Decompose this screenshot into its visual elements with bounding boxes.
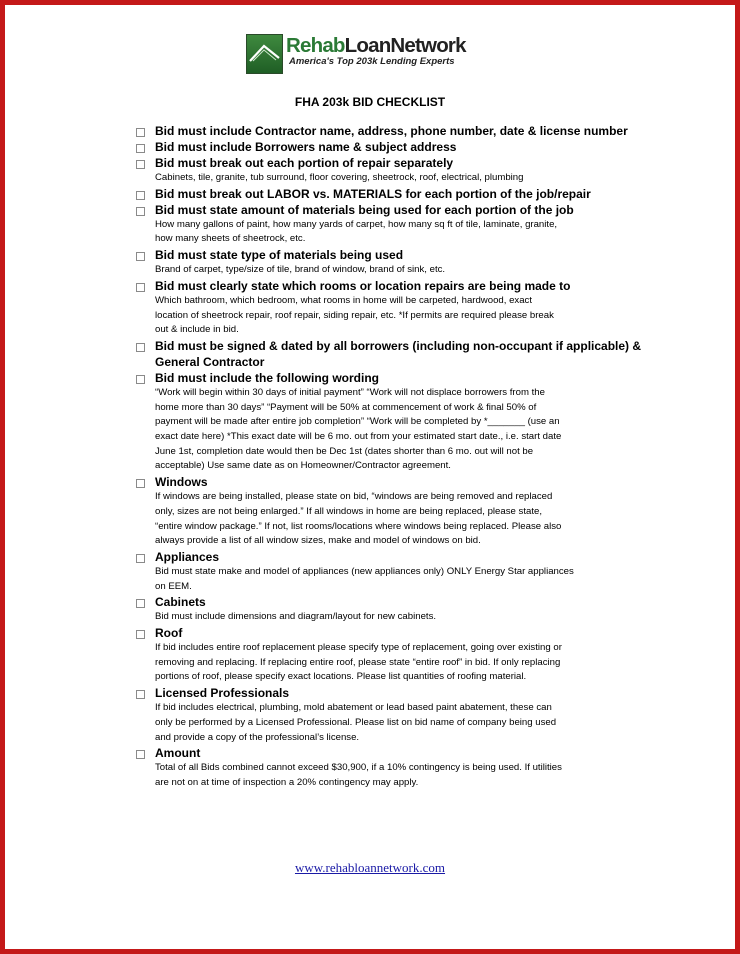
description-line: acceptable) Use same date as on Homeowner/Contractor agreement. — [155, 460, 451, 472]
description-line: portions of roof, please specify exact locations. Please list quantities of roofing material. — [155, 671, 527, 683]
checklist-item-description — [155, 610, 633, 625]
checklist-item-heading — [155, 247, 630, 263]
checkbox-icon[interactable] — [136, 599, 145, 608]
house-roof-icon — [246, 34, 283, 74]
checkbox-icon[interactable] — [136, 479, 145, 488]
heading-line: Bid must break out each portion of repair separately — [155, 156, 454, 170]
checklist-item-description — [155, 761, 633, 790]
heading-line: Bid must state type of materials being used — [155, 248, 404, 263]
checkbox-icon[interactable] — [136, 690, 145, 699]
heading-line: Cabinets — [155, 595, 206, 610]
description-line: “entire window package.” If not, list rooms/locations where windows being replaced. Please also — [155, 520, 562, 532]
checklist-item-description — [155, 171, 633, 186]
checklist-item — [5, 594, 735, 625]
checkbox-icon[interactable] — [136, 207, 145, 216]
heading-line: Roof — [155, 626, 183, 641]
checklist-item-heading — [155, 685, 630, 701]
heading-line: Licensed Professionals — [155, 686, 290, 701]
checkbox-icon[interactable] — [136, 144, 145, 153]
logo-wordmark: RehabLoanNetwork — [286, 34, 466, 57]
heading-line: General Contractor — [155, 354, 265, 369]
heading-line: Appliances — [155, 549, 220, 564]
description-line: Total of all Bids combined cannot exceed $30,900, if a 10% contingency is being used. If utilities — [155, 762, 562, 774]
checklist-item-heading — [155, 338, 642, 370]
checklist-item-description — [155, 386, 633, 474]
checkbox-icon[interactable] — [136, 191, 145, 200]
checklist-item — [5, 549, 735, 594]
footer-link[interactable]: www.rehabloannetwork.com — [294, 860, 446, 875]
checklist-item — [5, 338, 735, 370]
checklist-item — [5, 685, 735, 745]
checklist-item-heading — [155, 123, 630, 139]
heading-line: Windows — [155, 475, 208, 490]
checklist-item — [5, 155, 735, 186]
description-line: Which bathroom, which bedroom, what rooms in home will be carpeted, hardwood, exact — [155, 294, 533, 306]
checklist-item — [5, 625, 735, 685]
checklist-item-heading — [155, 186, 630, 202]
description-line: Bid must state make and model of appliances (new appliances only) ONLY Energy Star appliances — [155, 565, 574, 577]
checkbox-icon[interactable] — [136, 554, 145, 563]
description-line: Cabinets, tile, granite, tub surround, floor covering, sheetrock, roof, electrical, plumbing — [155, 172, 524, 183]
checkbox-icon[interactable] — [136, 343, 145, 352]
description-line: exact date here) *This exact date will be 6 mo. out from your estimated start date., i.e. start date — [155, 431, 562, 443]
checkbox-icon[interactable] — [136, 375, 145, 384]
checkbox-icon[interactable] — [136, 630, 145, 639]
heading-line: Bid must state amount of materials being used for each portion of the job — [155, 202, 574, 217]
heading-line: Bid must include Borrowers name & subject address — [155, 140, 457, 154]
description-line: and provide a copy of the professional’s license. — [155, 731, 360, 743]
checkbox-icon[interactable] — [136, 128, 145, 137]
checklist-item — [5, 139, 735, 155]
checklist-item — [5, 745, 735, 790]
page-title: FHA 203k BID CHECKLIST — [294, 95, 446, 109]
description-line: Bid must include dimensions and diagram/layout for new cabinets. — [155, 611, 437, 623]
heading-line: Bid must break out LABOR vs. MATERIALS for each portion of the job/repair — [155, 186, 591, 201]
description-line: on EEM. — [155, 580, 192, 592]
checklist-item-heading — [155, 474, 630, 490]
checklist-item — [5, 247, 735, 278]
description-line: only, sizes are not being enlarged.” If all windows in home are being replaced, please state, — [155, 505, 542, 517]
checklist-item-description — [155, 218, 633, 247]
checklist-item-description — [155, 701, 633, 745]
description-line: If windows are being installed, please state on bid, “windows are being removed and replaced — [155, 491, 553, 503]
heading-line: Amount — [155, 746, 201, 761]
checklist-item-description — [155, 565, 633, 594]
description-line: always provide a list of all window sizes, make and model of windows on bid. — [155, 535, 481, 547]
checkbox-icon[interactable] — [136, 160, 145, 169]
checkbox-icon[interactable] — [136, 283, 145, 292]
checklist-item-heading — [155, 139, 630, 155]
checklist-item-heading — [155, 202, 630, 218]
checklist-item — [5, 278, 735, 338]
checklist-item — [5, 474, 735, 549]
checklist-item — [5, 123, 735, 139]
document-page — [5, 5, 735, 949]
checklist-item-description — [155, 263, 633, 278]
description-line: only be performed by a Licensed Professional. Please list on bid name of company being used — [155, 716, 557, 728]
checklist-item — [5, 202, 735, 247]
description-line: If bid includes entire roof replacement please specify type of replacement, going over existing or — [155, 642, 562, 654]
description-line: home more than 30 days” “Payment will be 50% at commencement of work & final 50% of — [155, 401, 537, 413]
description-line: how many sheets of sheetrock, etc. — [155, 233, 306, 245]
description-line: payment will be made after entire job completion” “Work will be completed by *_______ (use an — [155, 416, 560, 428]
description-line: location of sheetrock repair, roof repair, siding repair, etc. *If permits are required please break — [155, 309, 554, 321]
heading-line: Bid must clearly state which rooms or location repairs are being made to — [155, 278, 571, 293]
checklist-item-heading — [155, 625, 630, 641]
description-line: out & include in bid. — [155, 324, 239, 336]
description-line: are not on at time of inspection a 20% contingency may apply. — [155, 776, 419, 788]
checklist-item-heading — [155, 745, 630, 761]
heading-line: Bid must include the following wording — [155, 370, 379, 385]
checklist-item-description — [155, 490, 633, 549]
description-line: If bid includes electrical, plumbing, mold abatement or lead based paint abatement, these can — [155, 702, 552, 714]
description-line: “Work will begin within 30 days of initial payment” “Work will not displace borrowers from the — [155, 386, 545, 398]
heading-line: Bid must be signed & dated by all borrowers (including non-occupant if applicable) & — [155, 338, 642, 353]
checklist-item-description — [155, 641, 633, 685]
checklist-item — [5, 370, 735, 474]
checkbox-icon[interactable] — [136, 252, 145, 261]
checklist-item-description — [155, 294, 633, 338]
checklist-item — [5, 186, 735, 202]
logo-tagline: America's Top 203k Lending Experts — [289, 56, 455, 67]
description-line: June 1st, completion date would then be Dec 1st (dates shorter than 6 mo. out will not be — [155, 445, 534, 457]
checklist — [5, 123, 735, 791]
checklist-item-heading — [155, 370, 630, 386]
heading-line: Bid must include Contractor name, address, phone number, date & license number — [155, 124, 628, 138]
checklist-item-heading — [155, 594, 630, 610]
description-line: removing and replacing. If replacing entire roof, please state “entire roof” in bid. If only replacing — [155, 656, 561, 668]
description-line: Brand of carpet, type/size of tile, brand of window, brand of sink, etc. — [155, 264, 446, 276]
checklist-item-heading — [155, 278, 630, 294]
checklist-item-heading — [155, 155, 630, 171]
checklist-item-heading — [155, 549, 630, 565]
description-line: How many gallons of paint, how many yards of carpet, how many sq ft of tile, laminate, granite, — [155, 218, 558, 230]
checkbox-icon[interactable] — [136, 750, 145, 759]
